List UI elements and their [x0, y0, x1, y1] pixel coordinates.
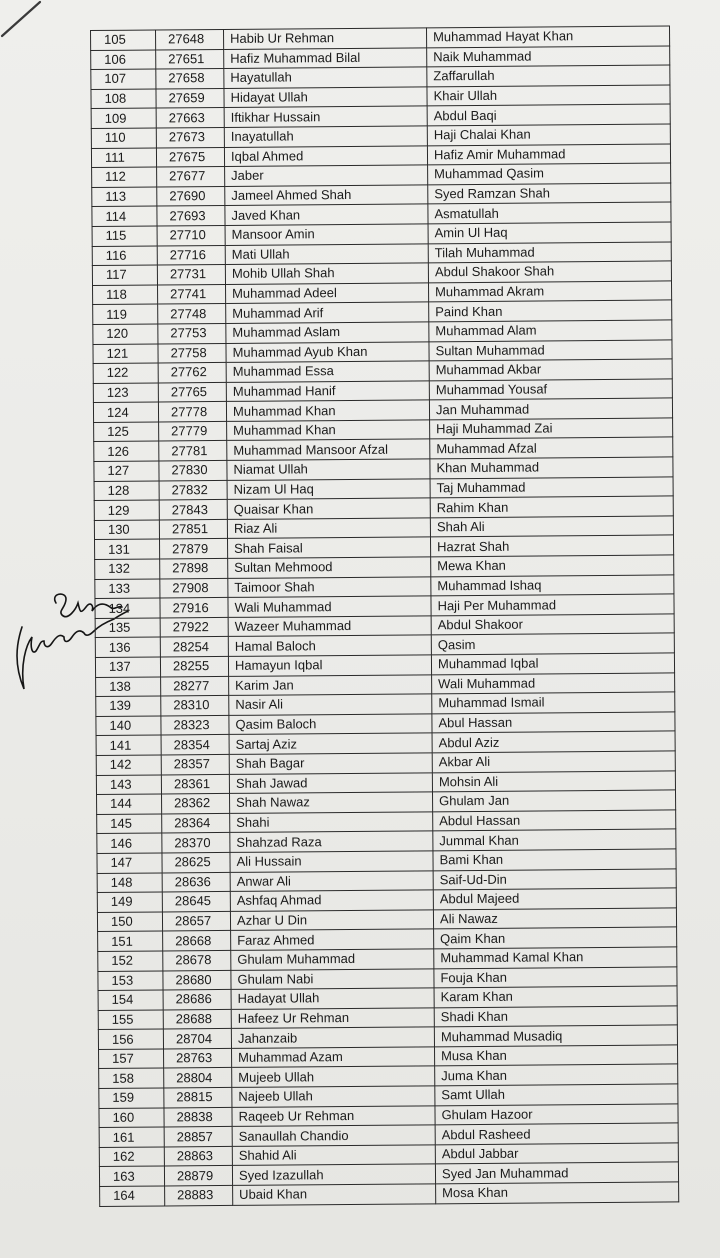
father-name-cell: Mewa Khan [431, 555, 674, 577]
serial-number-cell: 108 [91, 89, 156, 109]
candidate-name-cell: Hamal Baloch [228, 635, 431, 656]
roll-number-cell: 28370 [162, 833, 230, 853]
candidate-name-cell: Najeeb Ullah [232, 1086, 435, 1107]
father-name-cell: Asmatullah [428, 202, 671, 224]
candidate-name-cell: Muhammad Mansoor Afzal [227, 439, 430, 460]
candidate-name-cell: Iftikhar Hussain [224, 106, 427, 127]
roll-number-cell: 28625 [162, 852, 230, 872]
father-name-cell: Khair Ullah [427, 85, 670, 107]
serial-number-cell: 162 [99, 1147, 164, 1167]
roll-number-cell: 28883 [165, 1185, 233, 1205]
roll-number-cell: 28804 [164, 1068, 232, 1088]
roll-number-cell: 27663 [156, 108, 224, 128]
roll-number-cell: 28688 [163, 1009, 231, 1029]
serial-number-cell: 135 [95, 618, 160, 638]
serial-number-cell: 163 [99, 1166, 164, 1186]
candidate-name-cell: Hadayat Ullah [231, 988, 434, 1009]
candidate-name-cell: Niamat Ullah [227, 459, 430, 480]
roll-number-cell: 28310 [161, 696, 229, 716]
candidate-name-cell: Muhammad Aslam [226, 322, 429, 343]
serial-number-cell: 161 [99, 1127, 164, 1147]
roll-number-cell: 28645 [162, 892, 230, 912]
roll-number-cell: 27916 [160, 598, 228, 618]
serial-number-cell: 110 [91, 128, 156, 148]
serial-number-cell: 145 [97, 814, 162, 834]
roll-number-cell: 28704 [163, 1029, 231, 1049]
serial-number-cell: 131 [95, 539, 160, 559]
serial-number-cell: 150 [97, 912, 162, 932]
father-name-cell: Hafiz Amir Muhammad [427, 144, 670, 166]
candidate-name-cell: Raqeeb Ur Rehman [232, 1105, 435, 1126]
roll-number-cell: 27843 [159, 500, 227, 520]
father-name-cell: Amin Ul Haq [428, 222, 671, 244]
serial-number-cell: 118 [93, 285, 158, 305]
serial-number-cell: 144 [97, 794, 162, 814]
candidate-name-cell: Muhammad Hanif [226, 381, 429, 402]
candidate-name-cell: Hayatullah [224, 67, 427, 88]
father-name-cell: Jummal Khan [433, 829, 676, 851]
serial-number-cell: 112 [92, 167, 157, 187]
roll-number-cell: 27762 [158, 363, 226, 383]
candidate-name-cell: Sultan Mehmood [228, 557, 431, 578]
roll-number-cell: 28678 [163, 950, 231, 970]
candidate-name-cell: Shah Nawaz [230, 792, 433, 813]
father-name-cell: Abdul Aziz [432, 731, 675, 753]
serial-number-cell: 117 [92, 265, 157, 285]
roll-number-cell: 27851 [159, 519, 227, 539]
candidate-name-cell: Muhammad Azam [232, 1047, 435, 1068]
father-name-cell: Rahim Khan [430, 496, 673, 518]
father-name-cell: Muhammad Akbar [429, 359, 672, 381]
father-name-cell: Karam Khan [434, 986, 677, 1008]
serial-number-cell: 160 [99, 1108, 164, 1128]
roll-number-cell: 28357 [161, 754, 229, 774]
serial-number-cell: 107 [91, 69, 156, 89]
roll-number-cell: 27879 [160, 539, 228, 559]
roll-number-cell: 28361 [161, 774, 229, 794]
serial-number-cell: 119 [93, 304, 158, 324]
serial-number-cell: 136 [95, 637, 160, 657]
candidate-name-cell: Shahi [230, 812, 433, 833]
serial-number-cell: 120 [93, 324, 158, 344]
serial-number-cell: 143 [96, 775, 161, 795]
roll-number-cell: 27753 [158, 323, 226, 343]
roll-number-cell: 28255 [160, 656, 228, 676]
father-name-cell: Muhammad Iqbal [431, 653, 674, 675]
candidate-name-cell: Hafiz Muhammad Bilal [224, 47, 427, 68]
serial-number-cell: 146 [97, 833, 162, 853]
serial-number-cell: 148 [97, 872, 162, 892]
father-name-cell: Sultan Muhammad [429, 339, 672, 361]
serial-number-cell: 129 [94, 500, 159, 520]
serial-number-cell: 124 [93, 402, 158, 422]
serial-number-cell: 106 [91, 50, 156, 70]
father-name-cell: Jan Muhammad [429, 398, 672, 420]
father-name-cell: Muhammad Qasim [428, 163, 671, 185]
father-name-cell: Musa Khan [434, 1045, 677, 1067]
candidate-name-cell: Azhar U Din [230, 910, 433, 931]
father-name-cell: Abdul Baqi [427, 104, 670, 126]
candidate-name-cell: Muhammad Khan [227, 420, 430, 441]
roll-number-cell: 27673 [156, 127, 224, 147]
father-name-cell: Muhammad Ismail [432, 692, 675, 714]
father-name-cell: Fouja Khan [434, 966, 677, 988]
candidate-name-cell: Mujeeb Ullah [232, 1066, 435, 1087]
roll-number-cell: 27731 [157, 265, 225, 285]
roll-number-cell: 27741 [158, 284, 226, 304]
father-name-cell: Muhammad Yousaf [429, 379, 672, 401]
candidate-name-cell: Muhammad Arif [226, 302, 429, 323]
roll-number-cell: 27651 [156, 49, 224, 69]
serial-number-cell: 158 [99, 1068, 164, 1088]
father-name-cell: Ghulam Jan [432, 790, 675, 812]
father-name-cell: Muhammad Musadiq [434, 1025, 677, 1047]
candidate-name-cell: Shah Jawad [229, 772, 432, 793]
serial-number-cell: 139 [96, 696, 161, 716]
roll-number-cell: 28815 [164, 1087, 232, 1107]
serial-number-cell: 130 [94, 520, 159, 540]
candidate-name-cell: Karim Jan [229, 674, 432, 695]
candidate-name-cell: Jahanzaib [231, 1027, 434, 1048]
serial-number-cell: 138 [96, 677, 161, 697]
father-name-cell: Mohsin Ali [432, 770, 675, 792]
serial-number-cell: 140 [96, 716, 161, 736]
father-name-cell: Hazrat Shah [430, 535, 673, 557]
father-name-cell: Shah Ali [430, 516, 673, 538]
father-name-cell: Juma Khan [435, 1064, 678, 1086]
roll-number-cell: 27898 [160, 558, 228, 578]
candidate-name-cell: Faraz Ahmed [231, 929, 434, 950]
father-name-cell: Muhammad Hayat Khan [426, 26, 669, 48]
roll-number-cell: 28657 [162, 911, 230, 931]
serial-number-cell: 111 [91, 148, 156, 168]
father-name-cell: Akbar Ali [432, 751, 675, 773]
father-name-cell: Muhammad Akram [428, 281, 671, 303]
father-name-cell: Muhammad Kamal Khan [434, 947, 677, 969]
father-name-cell: Khan Muhammad [430, 457, 673, 479]
serial-number-cell: 156 [98, 1029, 163, 1049]
serial-number-cell: 159 [99, 1088, 164, 1108]
father-name-cell: Paind Khan [429, 300, 672, 322]
roll-number-cell: 28857 [164, 1127, 232, 1147]
father-name-cell: Qasim [431, 633, 674, 655]
father-name-cell: Wali Muhammad [432, 673, 675, 695]
father-name-cell: Haji Per Muhammad [431, 594, 674, 616]
candidate-name-cell: Sanaullah Chandio [232, 1125, 435, 1146]
serial-number-cell: 125 [94, 422, 159, 442]
father-name-cell: Ali Nawaz [433, 908, 676, 930]
serial-number-cell: 153 [98, 970, 163, 990]
candidate-name-cell: Taimoor Shah [228, 576, 431, 597]
father-name-cell: Haji Muhammad Zai [430, 418, 673, 440]
candidate-name-cell: Habib Ur Rehman [223, 28, 426, 49]
roll-number-cell: 28323 [161, 715, 229, 735]
candidate-name-cell: Shahid Ali [232, 1145, 435, 1166]
father-name-cell: Ghulam Hazoor [435, 1104, 678, 1126]
father-name-cell: Haji Chalai Khan [427, 124, 670, 146]
candidate-name-cell: Hidayat Ullah [224, 87, 427, 108]
roll-number-cell: 27781 [159, 441, 227, 461]
father-name-cell: Zaffarullah [427, 65, 670, 87]
serial-number-cell: 157 [99, 1049, 164, 1069]
roll-number-cell: 27922 [160, 617, 228, 637]
roll-number-cell: 28686 [163, 990, 231, 1010]
candidate-name-cell: Jaber [225, 165, 428, 186]
roll-number-cell: 27677 [157, 167, 225, 187]
candidate-name-cell: Ghulam Nabi [231, 968, 434, 989]
candidate-name-cell: Mati Ullah [225, 243, 428, 264]
roll-number-cell: 28364 [162, 813, 230, 833]
serial-number-cell: 152 [98, 951, 163, 971]
candidate-name-cell: Wazeer Muhammad [228, 616, 431, 637]
candidate-name-cell: Ali Hussain [230, 851, 433, 872]
serial-number-cell: 122 [93, 363, 158, 383]
serial-number-cell: 149 [97, 892, 162, 912]
serial-number-cell: 137 [95, 657, 160, 677]
serial-number-cell: 141 [96, 735, 161, 755]
roll-number-cell: 28362 [162, 794, 230, 814]
roll-number-cell: 27690 [157, 186, 225, 206]
roll-number-cell: 27830 [159, 461, 227, 481]
candidate-name-cell: Nizam Ul Haq [227, 478, 430, 499]
serial-number-cell: 109 [91, 108, 156, 128]
roll-number-cell: 27693 [157, 206, 225, 226]
father-name-cell: Abdul Shakoor [431, 614, 674, 636]
father-name-cell: Muhammad Alam [429, 320, 672, 342]
serial-number-cell: 115 [92, 226, 157, 246]
candidate-name-cell: Shah Bagar [229, 753, 432, 774]
father-name-cell: Muhammad Afzal [430, 437, 673, 459]
roll-number-cell: 28668 [163, 931, 231, 951]
roll-number-cell: 27779 [159, 421, 227, 441]
serial-number-cell: 116 [92, 246, 157, 266]
roll-number-cell: 28354 [161, 735, 229, 755]
father-name-cell: Mosa Khan [436, 1182, 679, 1204]
serial-number-cell: 154 [98, 990, 163, 1010]
roll-number-cell: 27908 [160, 578, 228, 598]
roll-number-cell: 28254 [160, 637, 228, 657]
candidate-name-cell: Muhammad Khan [226, 400, 429, 421]
roll-number-cell: 28680 [163, 970, 231, 990]
candidate-name-cell: Nasir Ali [229, 694, 432, 715]
candidate-name-cell: Sartaj Aziz [229, 733, 432, 754]
candidate-name-cell: Ashfaq Ahmad [230, 890, 433, 911]
serial-number-cell: 151 [98, 931, 163, 951]
serial-number-cell: 105 [91, 30, 156, 50]
father-name-cell: Tilah Muhammad [428, 241, 671, 263]
candidate-name-cell: Shahzad Raza [230, 831, 433, 852]
serial-number-cell: 132 [95, 559, 160, 579]
father-name-cell: Saif-Ud-Din [433, 868, 676, 890]
candidate-name-cell: Syed Izazullah [232, 1164, 435, 1185]
roll-number-cell: 27675 [156, 147, 224, 167]
serial-number-cell: 128 [94, 481, 159, 501]
serial-number-cell: 123 [93, 383, 158, 403]
father-name-cell: Abdul Hassan [433, 810, 676, 832]
roll-number-cell: 27659 [156, 88, 224, 108]
serial-number-cell: 155 [98, 1010, 163, 1030]
roll-number-cell: 27778 [158, 402, 226, 422]
table-row [100, 1182, 679, 1206]
father-name-cell: Abdul Jabbar [435, 1143, 678, 1165]
father-name-cell: Abdul Shakoor Shah [428, 261, 671, 283]
father-name-cell: Syed Jan Muhammad [435, 1162, 678, 1184]
candidate-name-cell: Hamayun Iqbal [228, 655, 431, 676]
roll-number-cell: 27648 [156, 29, 224, 49]
candidate-name-cell: Muhammad Adeel [226, 283, 429, 304]
father-name-cell: Abdul Rasheed [435, 1123, 678, 1145]
father-name-cell: Samt Ullah [435, 1084, 678, 1106]
roll-number-cell: 28763 [164, 1048, 232, 1068]
candidate-name-cell: Ubaid Khan [233, 1184, 436, 1205]
candidate-name-cell: Riaz Ali [227, 518, 430, 539]
roll-number-list [90, 25, 679, 1206]
serial-number-cell: 121 [93, 343, 158, 363]
father-name-cell: Abul Hassan [432, 712, 675, 734]
candidate-name-cell: Mansoor Amin [225, 224, 428, 245]
father-name-cell: Shadi Khan [434, 1006, 677, 1028]
father-name-cell: Qaim Khan [434, 927, 677, 949]
candidate-name-cell: Anwar Ali [230, 870, 433, 891]
roll-number-cell: 28879 [164, 1166, 232, 1186]
serial-number-cell: 164 [100, 1186, 165, 1206]
list-body [91, 26, 679, 1206]
candidate-name-cell: Quaisar Khan [227, 498, 430, 519]
roll-number-cell: 27765 [158, 382, 226, 402]
father-name-cell: Taj Muhammad [430, 477, 673, 499]
candidate-name-cell: Javed Khan [225, 204, 428, 225]
roll-number-cell: 27710 [157, 225, 225, 245]
candidate-name-cell: Iqbal Ahmed [224, 145, 427, 166]
roll-number-cell: 27832 [159, 480, 227, 500]
serial-number-cell: 113 [92, 187, 157, 207]
serial-number-cell: 147 [97, 853, 162, 873]
candidate-name-cell: Qasim Baloch [229, 714, 432, 735]
candidate-name-cell: Inayatullah [224, 126, 427, 147]
roll-number-cell: 28636 [162, 872, 230, 892]
pen-stroke-mark [0, 0, 60, 40]
candidate-name-cell: Shah Faisal [228, 537, 431, 558]
candidate-name-cell: Muhammad Essa [226, 361, 429, 382]
candidate-name-cell: Jameel Ahmed Shah [225, 185, 428, 206]
serial-number-cell: 134 [95, 598, 160, 618]
roll-number-cell: 27758 [158, 343, 226, 363]
candidate-name-cell: Muhammad Ayub Khan [226, 341, 429, 362]
serial-number-cell: 126 [94, 441, 159, 461]
father-name-cell: Bami Khan [433, 849, 676, 871]
father-name-cell: Abdul Majeed [433, 888, 676, 910]
father-name-cell: Muhammad Ishaq [431, 575, 674, 597]
serial-number-cell: 127 [94, 461, 159, 481]
roll-number-cell: 28863 [164, 1146, 232, 1166]
serial-number-cell: 133 [95, 579, 160, 599]
serial-number-cell: 114 [92, 206, 157, 226]
roll-number-cell: 27748 [158, 304, 226, 324]
serial-number-cell: 142 [96, 755, 161, 775]
candidate-name-cell: Wali Muhammad [228, 596, 431, 617]
father-name-cell: Naik Muhammad [427, 46, 670, 68]
roll-number-cell: 28277 [161, 676, 229, 696]
roll-number-cell: 27716 [157, 245, 225, 265]
candidate-name-cell: Ghulam Muhammad [231, 949, 434, 970]
roll-number-cell: 28838 [164, 1107, 232, 1127]
father-name-cell: Syed Ramzan Shah [428, 183, 671, 205]
roll-number-cell: 27658 [156, 69, 224, 89]
candidate-name-cell: Mohib Ullah Shah [225, 263, 428, 284]
candidate-name-cell: Hafeez Ur Rehman [231, 1008, 434, 1029]
